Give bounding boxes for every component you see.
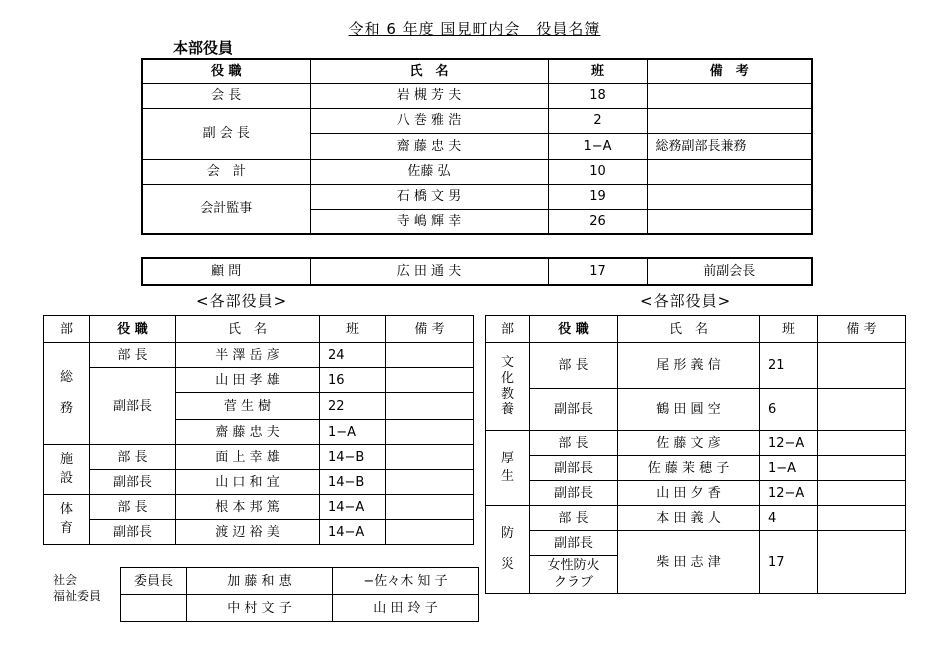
role-cell: 副部長 bbox=[90, 520, 176, 545]
advisor-table bbox=[141, 257, 813, 286]
role-cell: 副部長 bbox=[530, 389, 618, 431]
table-header-row bbox=[486, 316, 906, 343]
dept-taiiku: 体 育 bbox=[44, 495, 90, 545]
dept-bunka: 文 化 教 養 bbox=[486, 343, 530, 431]
name-cell: 佐 藤 茉 穂 子 bbox=[618, 456, 760, 481]
table-row bbox=[486, 531, 906, 556]
han-cell: 21 bbox=[760, 343, 818, 389]
table-row bbox=[142, 83, 812, 108]
header-role: 役 職 bbox=[530, 316, 618, 343]
note-cell bbox=[386, 368, 474, 393]
role-cell: 副部長 bbox=[90, 470, 176, 495]
dept-section-title-left: <各部役員> bbox=[196, 292, 288, 310]
note-cell bbox=[647, 184, 812, 209]
name-cell: 根 本 邦 篤 bbox=[176, 495, 320, 520]
note-cell bbox=[386, 420, 474, 445]
name-cell: 佐 藤 文 彦 bbox=[618, 431, 760, 456]
han-cell: 17 bbox=[760, 531, 818, 594]
han-cell: 24 bbox=[320, 343, 386, 368]
name-cell: 齋 藤 忠 夫 bbox=[310, 133, 548, 159]
name-cell: 本 田 義 人 bbox=[618, 506, 760, 531]
header-name: 氏 名 bbox=[310, 59, 548, 83]
role-cell: 副部長 bbox=[90, 368, 176, 445]
table-header-row bbox=[44, 316, 474, 343]
table-row bbox=[44, 470, 474, 495]
welfare-role: 委員長 bbox=[121, 568, 187, 595]
role-cell: 顧 問 bbox=[142, 258, 310, 285]
welfare-table bbox=[120, 567, 479, 622]
name-cell: 岩 槻 芳 夫 bbox=[310, 83, 548, 108]
note-cell bbox=[818, 481, 906, 506]
note-cell bbox=[386, 520, 474, 545]
table-row bbox=[142, 159, 812, 184]
note-cell bbox=[818, 389, 906, 431]
header-role: 役 職 bbox=[142, 59, 310, 83]
table-row bbox=[44, 520, 474, 545]
table-row bbox=[486, 343, 906, 389]
header-name: 氏 名 bbox=[618, 316, 760, 343]
welfare-name: 加 藤 和 恵 bbox=[187, 568, 333, 595]
role-cell: 部 長 bbox=[530, 431, 618, 456]
dept-section-title-right: <各部役員> bbox=[640, 292, 732, 310]
table-row bbox=[121, 595, 479, 622]
han-cell: 14−B bbox=[320, 445, 386, 470]
name-cell: 面 上 幸 雄 bbox=[176, 445, 320, 470]
dept-bousai: 防 災 bbox=[486, 506, 530, 594]
han-cell: 4 bbox=[760, 506, 818, 531]
welfare-name: −佐々木 知 子 bbox=[333, 568, 479, 595]
name-cell: 尾 形 義 信 bbox=[618, 343, 760, 389]
note-cell bbox=[818, 343, 906, 389]
table-row bbox=[486, 456, 906, 481]
han-cell: 12−A bbox=[760, 431, 818, 456]
note-cell bbox=[818, 531, 906, 594]
table-row bbox=[486, 506, 906, 531]
han-cell: 16 bbox=[320, 368, 386, 393]
role-cell: 部 長 bbox=[530, 343, 618, 389]
name-cell: 山 田 孝 雄 bbox=[176, 368, 320, 393]
table-row bbox=[486, 431, 906, 456]
note-cell bbox=[818, 431, 906, 456]
role-cell: 副 会 長 bbox=[142, 108, 310, 159]
name-cell: 石 橋 文 男 bbox=[310, 184, 548, 209]
name-cell: 菅 生 樹 bbox=[176, 393, 320, 420]
table-row bbox=[142, 184, 812, 209]
note-cell bbox=[647, 209, 812, 234]
note-cell bbox=[386, 343, 474, 368]
dept-kousei: 厚 生 bbox=[486, 431, 530, 506]
role-cell: 会 計 bbox=[142, 159, 310, 184]
han-cell: 17 bbox=[548, 258, 647, 285]
note-cell bbox=[386, 470, 474, 495]
table-row bbox=[44, 445, 474, 470]
role-cell: 部 長 bbox=[90, 495, 176, 520]
table-row bbox=[486, 389, 906, 431]
han-cell: 19 bbox=[548, 184, 647, 209]
name-cell: 山 口 和 宜 bbox=[176, 470, 320, 495]
table-row bbox=[121, 568, 479, 595]
welfare-name: 山 田 玲 子 bbox=[333, 595, 479, 622]
role-cell: 部 長 bbox=[90, 445, 176, 470]
name-cell: 八 巻 雅 浩 bbox=[310, 108, 548, 133]
note-cell bbox=[818, 506, 906, 531]
header-note: 備 考 bbox=[818, 316, 906, 343]
page-title: 令和 6 年度 国見町内会 役員名簿 bbox=[348, 20, 601, 38]
han-cell: 14−A bbox=[320, 495, 386, 520]
role-cell: 部 長 bbox=[90, 343, 176, 368]
name-cell: 広 田 通 夫 bbox=[310, 258, 548, 285]
table-row bbox=[486, 481, 906, 506]
welfare-name: 中 村 文 子 bbox=[187, 595, 333, 622]
table-row bbox=[142, 258, 812, 285]
note-cell bbox=[647, 108, 812, 133]
table-row bbox=[44, 368, 474, 393]
role-cell: 会計監事 bbox=[142, 184, 310, 234]
han-cell: 22 bbox=[320, 393, 386, 420]
han-cell: 6 bbox=[760, 389, 818, 431]
role-cell: 副部長 bbox=[530, 531, 618, 556]
header-dept: 部 bbox=[44, 316, 90, 343]
header-han: 班 bbox=[320, 316, 386, 343]
han-cell: 12−A bbox=[760, 481, 818, 506]
dept-soumu: 総 務 bbox=[44, 343, 90, 445]
note-cell bbox=[386, 445, 474, 470]
header-note: 備 考 bbox=[647, 59, 812, 83]
note-cell bbox=[647, 159, 812, 184]
main-section-title: 本部役員 bbox=[173, 39, 234, 57]
han-cell: 1−A bbox=[320, 420, 386, 445]
welfare-role-empty bbox=[121, 595, 187, 622]
table-row bbox=[142, 108, 812, 133]
role-cell: 会 長 bbox=[142, 83, 310, 108]
dept-shisetsu: 施 設 bbox=[44, 445, 90, 495]
han-cell: 18 bbox=[548, 83, 647, 108]
note-cell: 前副会長 bbox=[647, 258, 812, 285]
han-cell: 2 bbox=[548, 108, 647, 133]
name-cell: 山 田 夕 香 bbox=[618, 481, 760, 506]
role-cell: 女性防火 クラブ bbox=[530, 556, 618, 594]
note-cell bbox=[386, 495, 474, 520]
name-cell: 齋 藤 忠 夫 bbox=[176, 420, 320, 445]
note-cell bbox=[386, 393, 474, 420]
name-cell: 鶴 田 圓 空 bbox=[618, 389, 760, 431]
header-role: 役 職 bbox=[90, 316, 176, 343]
header-name: 氏 名 bbox=[176, 316, 320, 343]
han-cell: 26 bbox=[548, 209, 647, 234]
han-cell: 1−A bbox=[760, 456, 818, 481]
left-dept-table bbox=[43, 315, 474, 545]
han-cell: 14−B bbox=[320, 470, 386, 495]
note-cell bbox=[647, 83, 812, 108]
name-cell: 柴 田 志 津 bbox=[618, 531, 760, 594]
table-header-row bbox=[142, 59, 812, 83]
name-cell: 佐藤 弘 bbox=[310, 159, 548, 184]
header-han: 班 bbox=[760, 316, 818, 343]
table-row bbox=[44, 495, 474, 520]
han-cell: 14−A bbox=[320, 520, 386, 545]
main-officers-table bbox=[141, 58, 813, 235]
table-row bbox=[44, 343, 474, 368]
han-cell: 1−A bbox=[548, 133, 647, 159]
name-cell: 半 澤 岳 彦 bbox=[176, 343, 320, 368]
role-cell: 副部長 bbox=[530, 456, 618, 481]
note-cell bbox=[818, 456, 906, 481]
name-cell: 寺 嶋 輝 幸 bbox=[310, 209, 548, 234]
header-han: 班 bbox=[548, 59, 647, 83]
role-cell: 副部長 bbox=[530, 481, 618, 506]
name-cell: 渡 辺 裕 美 bbox=[176, 520, 320, 545]
header-dept: 部 bbox=[486, 316, 530, 343]
role-cell: 部 長 bbox=[530, 506, 618, 531]
welfare-label: 社会 福祉委員 bbox=[53, 573, 102, 604]
han-cell: 10 bbox=[548, 159, 647, 184]
right-dept-table bbox=[485, 315, 906, 594]
header-note: 備 考 bbox=[386, 316, 474, 343]
note-cell: 総務副部長兼務 bbox=[647, 133, 812, 159]
